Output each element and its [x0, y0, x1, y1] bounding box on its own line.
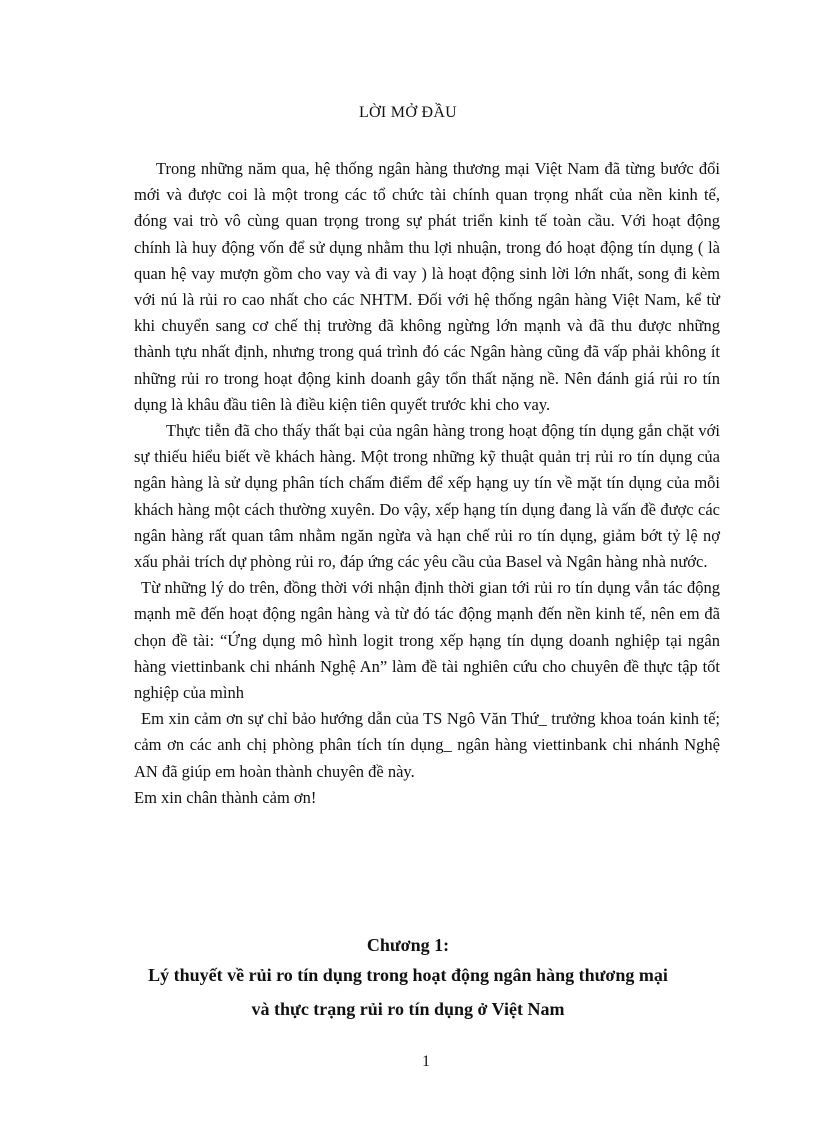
paragraph-closing: Em xin chân thành cảm ơn!: [134, 787, 317, 807]
paragraph-practice: Thực tiễn đã cho thấy thất bại của ngân hàng trong hoạt động tín dụng gắn chặt với sự thiếu hiểu biết về khách hàng. Một trong những kỹ thuật quản trị rủi ro tín dụng của ngân hàng là sử dụng phân tích chấm điểm để xếp hạng uy tín về mặt tín dụng của mỗi khách hàng một cách thường xuyên. Do vậy, xếp hạng tín dụng đang là vấn đề được các ngân hàng rất quan tâm nhằm ngăn ngừa và hạn chế rủi ro tín dụng, giảm bớt tỷ lệ nợ xấu phải trích dự phòng rủi ro, đáp ứng các yêu cầu của Basel và Ngân hàng nhà nước.: [134, 421, 720, 572]
chapter-number: Chương 1:: [366, 935, 450, 955]
body-text: [134, 156, 720, 811]
chapter-title-line-2: và thực trạng rủi ro tín dụng ở Việt Nam: [251, 999, 565, 1019]
page-heading: LỜI MỞ ĐẦU: [358, 104, 458, 121]
paragraph-thanks: Em xin cảm ơn sự chỉ bảo hướng dẫn của TS Ngô Văn Thứ_ trưởng khoa toán kinh tế; cảm ơn các anh chị phòng phân tích tín dụng_ ngân hàng viettinbank chi nhánh Nghệ AN đã giúp em hoàn thành chuyên đề này.: [134, 709, 720, 781]
chapter-title-line-1: Lý thuyết về rủi ro tín dụng trong hoạt động ngân hàng thương mại: [148, 965, 668, 985]
paragraph-reasons: Từ những lý do trên, đồng thời với nhận định thời gian tới rủi ro tín dụng vẫn tác động mạnh mẽ đến hoạt động ngân hàng và từ đó tác động mạnh đến nền kinh tế, nên em đã chọn đề tài: “Ứng dụng mô hình logit trong xếp hạng tín dụng doanh nghiệp tại ngân hàng viettinbank chi nhánh Nghệ An” làm đề tài nghiên cứu cho chuyên đề thực tập tốt nghiệp của mình: [134, 578, 720, 703]
chapter-title: [0, 958, 816, 1026]
page-number: 1: [422, 1053, 430, 1070]
paragraph-intro: Trong những năm qua, hệ thống ngân hàng thương mại Việt Nam đã từng bước đổi mới và được coi là một trong các tổ chức tài chính quan trọng nhất của nền kinh tế, đóng vai trò vô cùng quan trọng trong sự phát triển kinh tế toàn cầu. Với hoạt động chính là huy động vốn để sử dụng nhằm thu lợi nhuận, trong đó hoạt động tín dụng ( là quan hệ vay mượn gồm cho vay và đi vay ) là hoạt động sinh lời lớn nhất, song đi kèm với nú là rủi ro cao nhất cho các NHTM. Đối với hệ thống ngân hàng Việt Nam, kể từ khi chuyển sang cơ chế thị trường đã không ngừng lớn mạnh và đã thu được những thành tựu nhất định, nhưng trong quá trình đó các Ngân hàng cũng đã vấp phải không ít những rủi ro trong hoạt động kinh doanh gây tổn thất nặng nề. Nên đánh giá rủi ro tín dụng là khâu đầu tiên là điều kiện tiên quyết trước khi cho vay.: [134, 159, 720, 414]
